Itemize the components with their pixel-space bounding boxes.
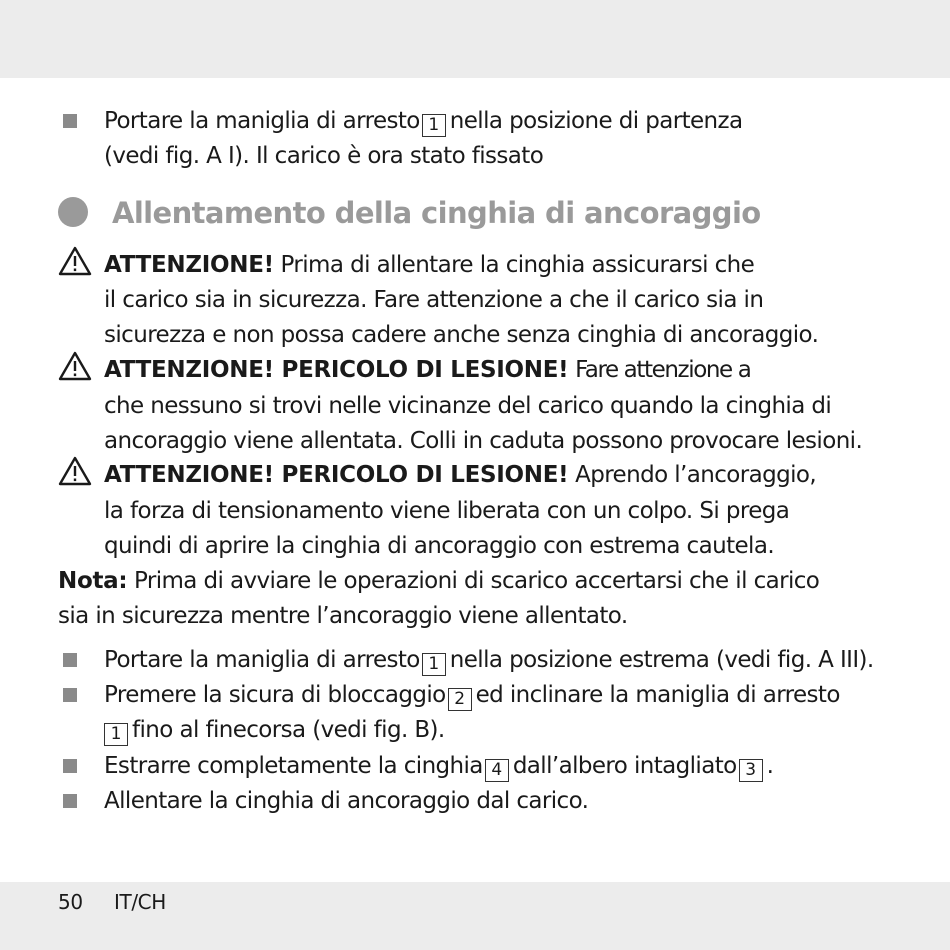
warning3-line-3: quindi di aprire la cinghia di ancoraggio con estrema cautela. <box>104 533 775 559</box>
part-ref-4: 4 <box>485 759 509 782</box>
warning2-label: ATTENZIONE! PERICOLO DI LESIONE! <box>104 357 569 383</box>
warning1-line-3: sicurezza e non possa cadere anche senza cinghia di ancoraggio. <box>104 322 819 348</box>
note-label: Nota: <box>58 568 128 594</box>
step-3: Estrarre completamente la cinghia 4 dall’albero intagliato 3 . <box>104 753 774 780</box>
bullet-square-icon <box>63 114 77 128</box>
step-2-line-2: 1 fino al finecorsa (vedi fig. B). <box>104 713 445 747</box>
locale-label: IT/CH <box>114 890 166 914</box>
part-ref-1: 1 <box>422 114 446 137</box>
section-bullet-icon <box>58 197 88 227</box>
step-1: Portare la maniglia di arresto 1 nella posizione estrema (vedi fig. A III). <box>104 647 874 674</box>
part-ref-2: 2 <box>448 688 472 711</box>
warning2-line-2: che nessuno si trovi nelle vicinanze del carico quando la cinghia di <box>104 393 832 419</box>
warning1-label: ATTENZIONE! <box>104 252 274 278</box>
bullet-square-icon <box>63 759 77 773</box>
warning-triangle-icon <box>58 456 92 486</box>
step-4: Allentare la cinghia di ancoraggio dal carico. <box>104 788 589 814</box>
bullet-square-icon <box>63 688 77 702</box>
intro-line-1: Portare la maniglia di arresto 1 nella posizione di partenza <box>104 108 743 135</box>
warning3-line-1: ATTENZIONE! PERICOLO DI LESIONE! Aprendo l’ancoraggio, <box>104 462 817 488</box>
warning1-line-2: il carico sia in sicurezza. Fare attenzione a che il carico sia in <box>104 287 764 313</box>
intro-line-2: (vedi fig. A I). Il carico è ora stato fissato <box>104 143 544 169</box>
warning2-line-1: ATTENZIONE! PERICOLO DI LESIONE! Fare attenzione a <box>104 357 751 383</box>
warning3-line-2: la forza di tensionamento viene liberata con un colpo. Si prega <box>104 498 790 524</box>
section-heading: Allentamento della cinghia di ancoraggio <box>112 196 761 230</box>
warning-triangle-icon <box>58 246 92 276</box>
part-ref-1: 1 <box>422 653 446 676</box>
bullet-square-icon <box>63 653 77 667</box>
warning-triangle-icon <box>58 351 92 381</box>
part-ref-3: 3 <box>739 759 763 782</box>
warning1-line-1: ATTENZIONE! Prima di allentare la cinghia assicurarsi che <box>104 252 755 278</box>
top-margin-band <box>0 0 950 78</box>
note-line-2: sia in sicurezza mentre l’ancoraggio viene allentato. <box>58 603 628 629</box>
note-line-1: Nota: Prima di avviare le operazioni di scarico accertarsi che il carico <box>58 568 820 594</box>
step-2-line-1: Premere la sicura di bloccaggio 2 ed inclinare la maniglia di arresto <box>104 682 840 709</box>
bullet-square-icon <box>63 794 77 808</box>
page-number: 50 <box>58 890 83 914</box>
warning2-line-3: ancoraggio viene allentata. Colli in caduta possono provocare lesioni. <box>104 428 863 454</box>
part-ref-1: 1 <box>104 723 128 746</box>
warning3-label: ATTENZIONE! PERICOLO DI LESIONE! <box>104 462 569 488</box>
